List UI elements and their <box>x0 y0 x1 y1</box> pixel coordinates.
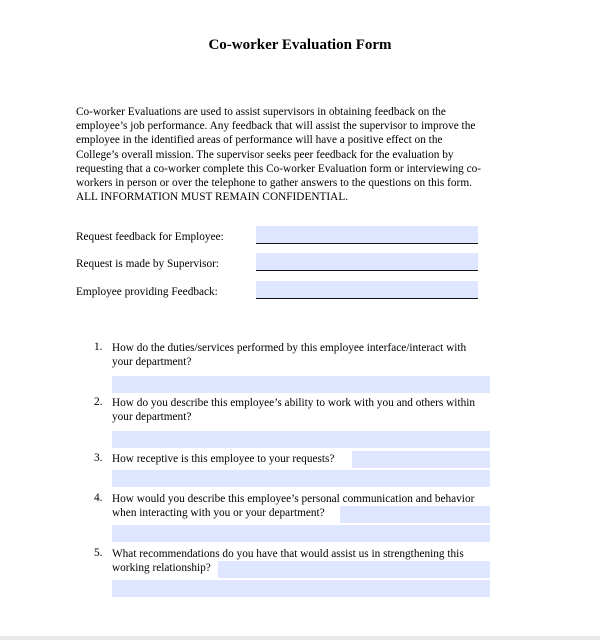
intro-paragraph <box>76 105 516 204</box>
question-1-number: 1. <box>94 341 103 353</box>
question-3-number: 3. <box>94 452 103 464</box>
question-3-inline-answer-input[interactable] <box>352 451 490 468</box>
page-bottom-edge <box>0 636 600 640</box>
feedback-provider-input[interactable] <box>256 281 478 299</box>
question-line: How receptive is this employee to your requests? <box>112 453 335 465</box>
question-4-inline-answer-input[interactable] <box>340 506 490 523</box>
intro-line: College’s overall mission. The supervisor seeks peer feedback for the evaluation by <box>76 148 454 161</box>
feedback-provider-field-label: Employee providing Feedback: <box>76 286 218 298</box>
question-line: How do the duties/services performed by this employee interface/interact with <box>112 342 467 354</box>
form-title: Co-worker Evaluation Form <box>208 37 392 53</box>
question-2-answer-input[interactable] <box>112 431 490 448</box>
feedback-provider-field-row <box>76 281 486 301</box>
question-line: How do you describe this employee’s ability to work with you and others within <box>112 397 476 409</box>
question-5-answer-input[interactable] <box>112 580 490 597</box>
supervisor-field-row <box>76 253 486 273</box>
question-line: your department? <box>112 411 192 424</box>
intro-line: workers in person or over the telephone to gather answers to the questions on this form. <box>76 177 472 190</box>
employee-field-label: Request feedback for Employee: <box>76 231 224 243</box>
employee-input[interactable] <box>256 226 478 244</box>
intro-line: Co-worker Evaluations are used to assist supervisors in obtaining feedback on the <box>76 106 446 118</box>
question-line: What recommendations do you have that would assist us in strengthening this <box>112 548 464 560</box>
question-line: your department? <box>112 356 192 369</box>
intro-line: ALL INFORMATION MUST REMAIN CONFIDENTIAL. <box>76 191 349 204</box>
supervisor-field-label: Request is made by Supervisor: <box>76 258 220 270</box>
question-3-answer-input[interactable] <box>112 470 490 487</box>
question-2-number: 2. <box>94 396 103 408</box>
question-line: when interacting with you or your department? <box>112 507 325 520</box>
employee-field-row <box>76 226 486 246</box>
question-4-number: 4. <box>94 492 103 504</box>
question-1-text <box>112 341 502 369</box>
intro-line: employee’s job performance. Any feedback that will assist the supervisor to improve the <box>76 120 476 133</box>
supervisor-input[interactable] <box>256 253 478 271</box>
intro-line: requesting that a co-worker complete this Co-worker Evaluation form or interviewing co- <box>76 162 481 175</box>
intro-line: employee in the identified areas of performance will have a positive effect on the <box>76 134 443 147</box>
question-1-answer-input[interactable] <box>112 376 490 393</box>
question-2-text <box>112 396 502 424</box>
question-line: working relationship? <box>112 562 211 575</box>
question-5-number: 5. <box>94 547 103 559</box>
question-5-inline-answer-input[interactable] <box>218 561 490 578</box>
question-4-answer-input[interactable] <box>112 525 490 542</box>
question-line: How would you describe this employee’s personal communication and behavior <box>112 493 475 505</box>
